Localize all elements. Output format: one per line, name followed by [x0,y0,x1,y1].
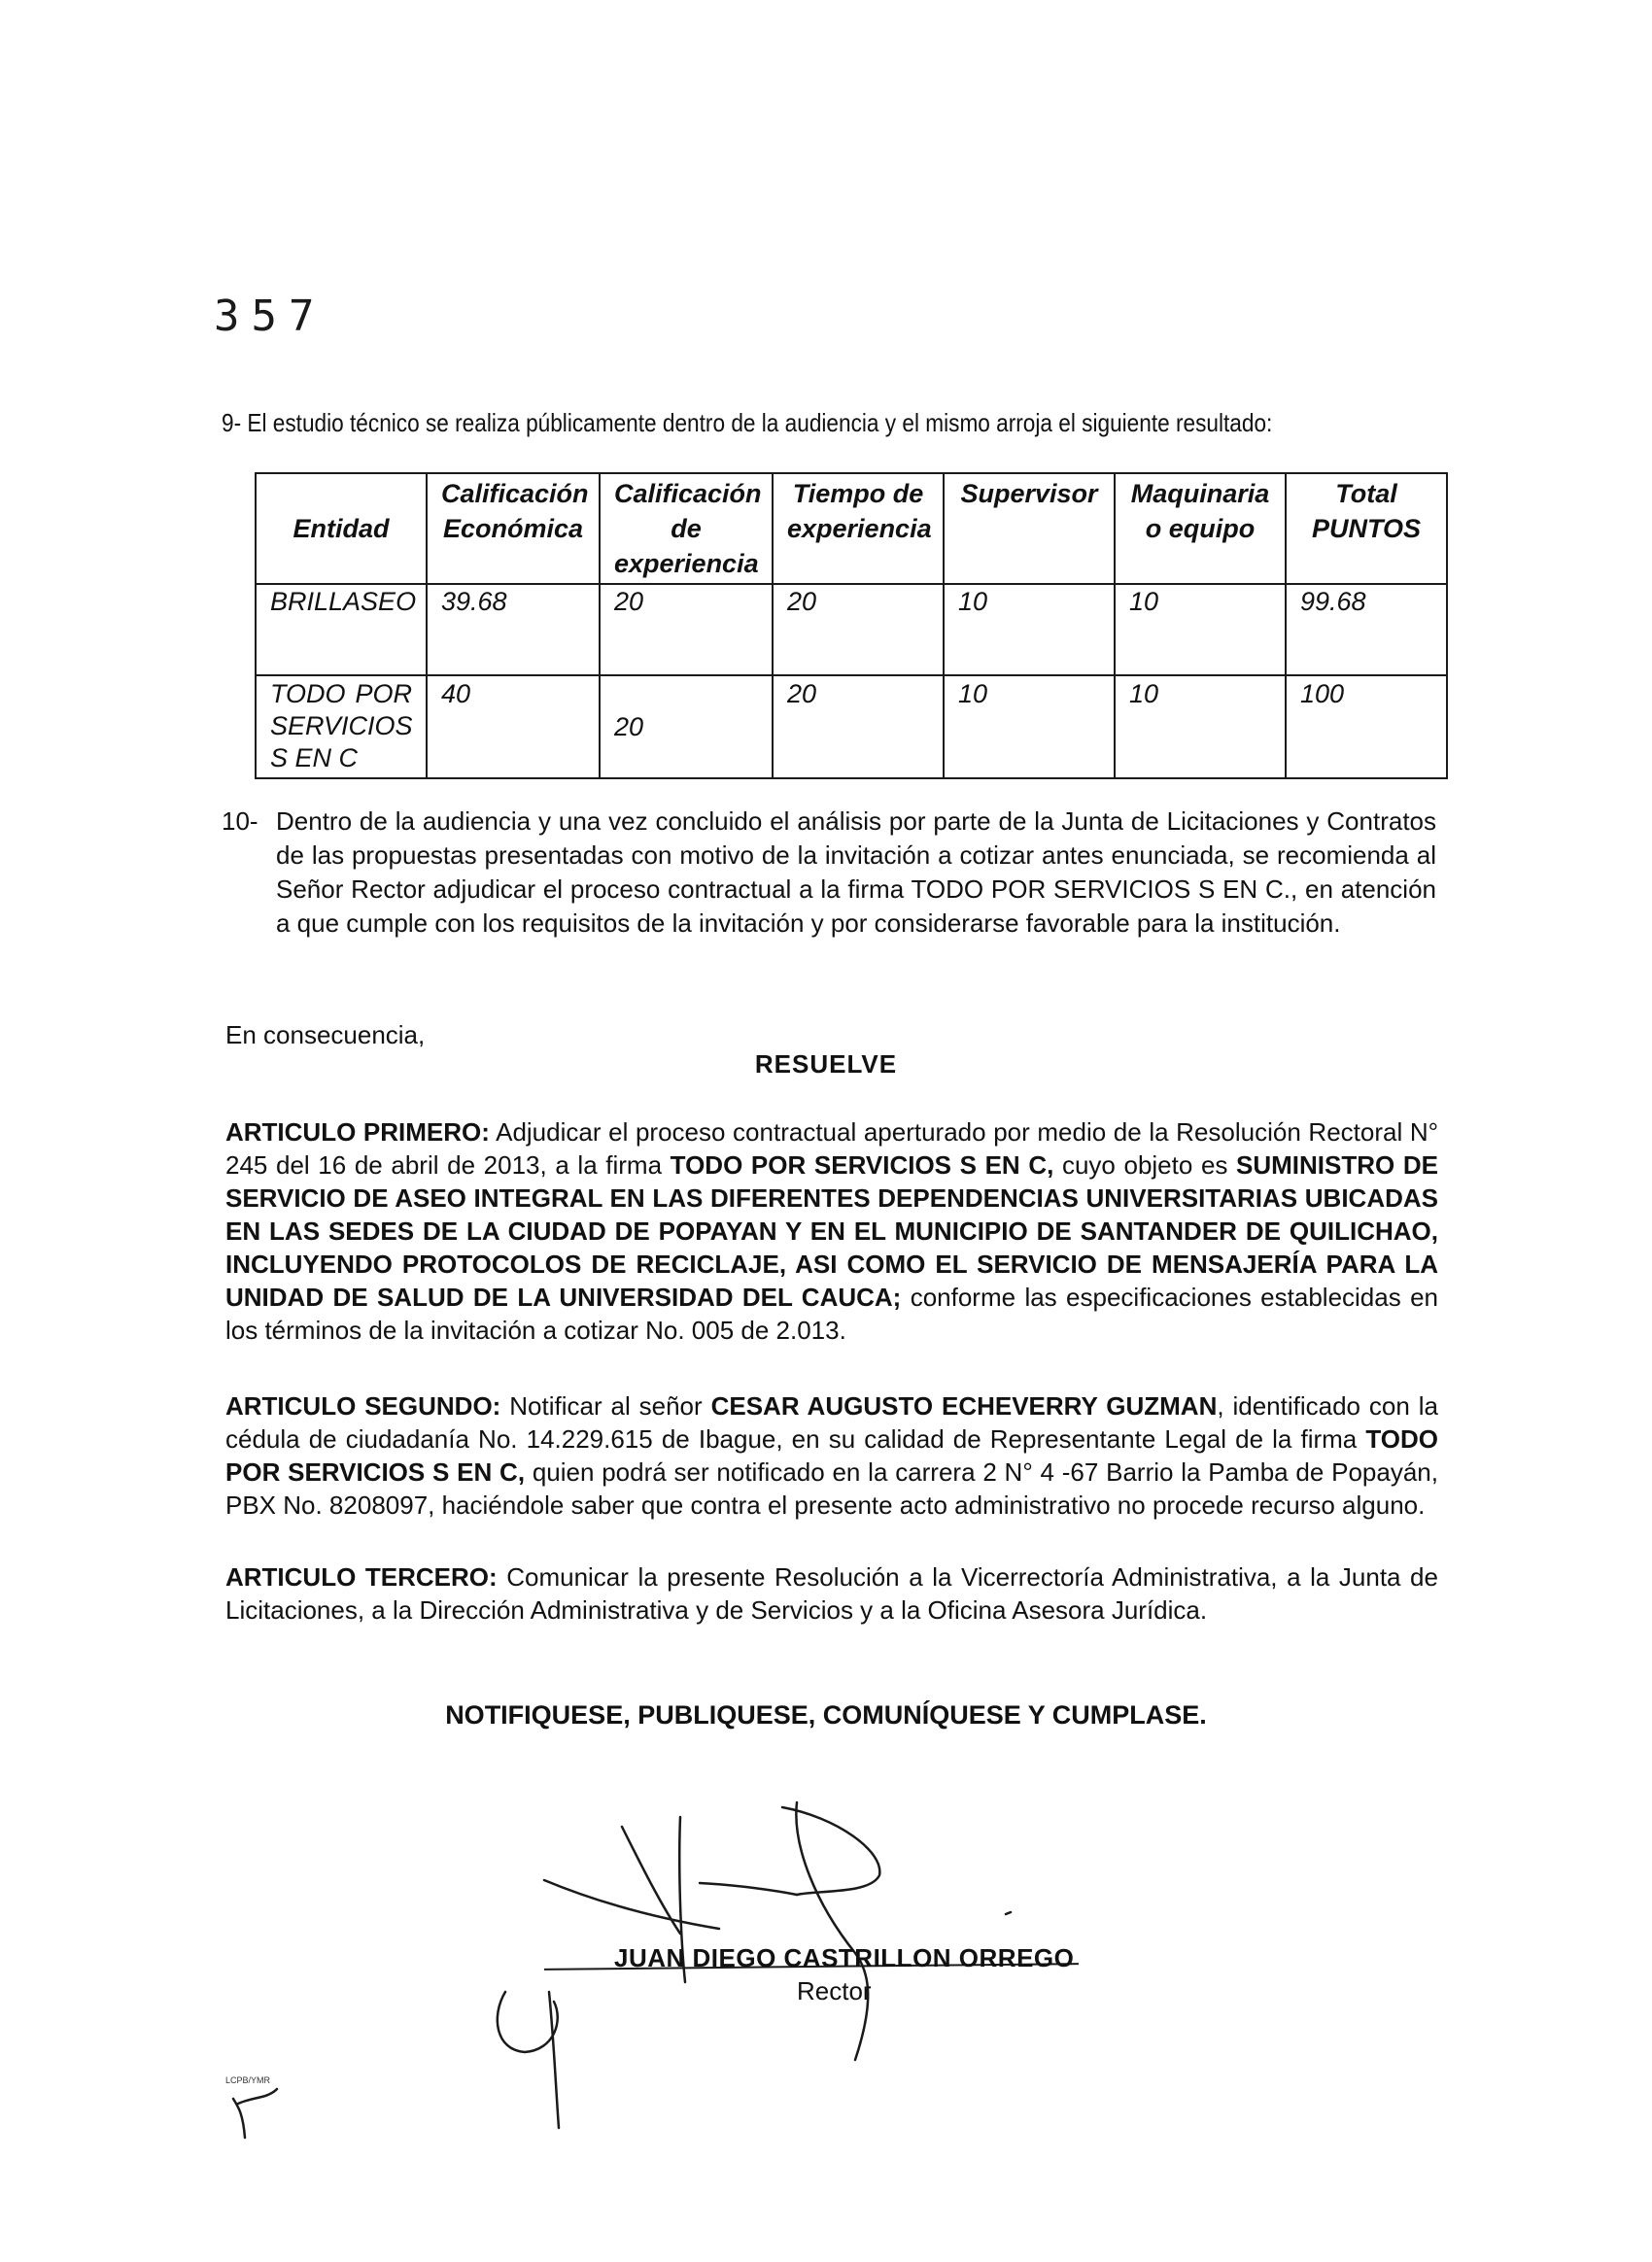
articulo-segundo-firm: TODO POR SERVICIOS S EN C, [225,1424,1438,1487]
resuelve-heading: RESUELVE [754,1049,898,1079]
articulo-segundo-label: ARTICULO SEGUNDO: [225,1391,501,1421]
page-number: 357 [214,291,327,341]
articulo-tercero-text: Comunicar la presente Resolución a la Vicerrectoría Administrativa, a la Junta de Licitaciones, a la Dirección Administrativa y de Servicios y a la Oficina Asesora Jurídica. [225,1562,1438,1625]
articulo-primero-text1: Adjudicar el proceso contractual aperturado por medio de la Resolución Rectoral N° 245 del 16 de abril de 2013, a la firma [225,1117,1439,1180]
articulo-tercero-label: ARTICULO TERCERO: [225,1562,498,1592]
cell-supervisor: 10 [944,675,1115,778]
header-supervisor: Supervisor [944,473,1115,584]
cell-tiempo: 20 [773,675,944,778]
cell-maquinaria: 10 [1115,584,1286,675]
header-tiempo: Tiempo de experiencia [773,473,944,584]
articulo-segundo-text2: , identificado con la cédula de ciudadanía No. 14.229.615 de Ibague, en su calidad de Representante Legal de la firma [225,1391,1438,1454]
cell-calif-experiencia-value: 20 [614,712,644,741]
cell-tiempo: 20 [773,584,944,675]
header-calif-experiencia: Calificación de experiencia [600,473,773,584]
paragraph-10-text: Dentro de la audiencia y una vez concluido el análisis por parte de la Junta de Licitaciones y Contratos de las propuestas presentadas con motivo de la invitación a cotizar antes enunciada, se recomienda al Señor Rector adjudicar el proceso contractual a la firma TODO POR SERVICIOS S EN C., en atención a que cumple con los requisitos de la invitación y por considerarse favorable para la institución. [276,806,1436,938]
cell-supervisor: 10 [944,584,1115,675]
cell-maquinaria: 10 [1115,675,1286,778]
articulo-segundo-text3: quien podrá ser notificado en la carrera 2 N° 4 -67 Barrio la Pamba de Popayán, PBX No. 8208097, haciéndole saber que contra el presente acto administrativo no procede recurso alguno. [225,1457,1438,1520]
header-calif-economica: Calificación Económica [427,473,600,584]
articulo-primero-object: SUMINISTRO DE SERVICIO DE ASEO INTEGRAL EN LAS DIFERENTES DEPENDENCIAS UNIVERSITARIAS UBICADAS EN LAS SEDES DE LA CIUDAD DE POPAYAN Y EN EL MUNICIPIO DE SANTANDER DE QUILICHAO, INCLUYENDO PROTOCOLOS DE RECICLAJE, ASI COMO EL SERVICIO DE MENSAJERÍA PARA LA UNIDAD DE SALUD DE LA UNIVERSIDAD DEL CAUCA; [225,1150,1438,1312]
closing-statement: NOTIFIQUESE, PUBLIQUESE, COMUNÍQUESE Y CUMPLASE. [445,1700,1207,1730]
articulo-primero-text2: cuyo objeto es [1053,1150,1237,1180]
articulo-primero-firm: TODO POR SERVICIOS S EN C, [670,1150,1054,1180]
cell-total: 99.68 [1286,584,1447,675]
header-total: Total PUNTOS [1286,473,1447,584]
articulo-primero-label: ARTICULO PRIMERO: [225,1117,490,1147]
intro-paragraph: 9- El estudio técnico se realiza públicamente dentro de la audiencia y el mismo arroja el siguiente resultado: [222,408,1273,437]
signatory-role: Rector [797,1976,872,2005]
articulo-segundo-person: CESAR AUGUSTO ECHEVERRY GUZMAN [710,1391,1218,1421]
cell-total: 100 [1286,675,1447,778]
cell-entidad: BRILLASEO [256,584,427,675]
cell-entidad: TODO POR SERVICIOS S EN C [256,675,427,778]
consecuencia-text: En consecuencia, [225,1020,426,1049]
drafter-initials: LCPB/YMR [225,2075,271,2085]
header-entidad: Entidad [256,473,427,584]
cell-calif-experiencia: 20 [600,584,773,675]
articulo-segundo-text1: Notificar al señor [500,1391,711,1421]
cell-calif-economica: 39.68 [427,584,600,675]
signatory-name: JUAN DIEGO CASTRILLON ORREGO [614,1943,1075,1972]
paragraph-10-number: 10- [222,806,258,836]
header-maquinaria: Maquinaria o equipo [1115,473,1286,584]
articulo-primero-text3: conforme las especificaciones establecidas en los términos de la invitación a cotizar No. 005 de 2.013. [225,1283,1439,1345]
cell-calif-economica: 40 [427,675,600,778]
